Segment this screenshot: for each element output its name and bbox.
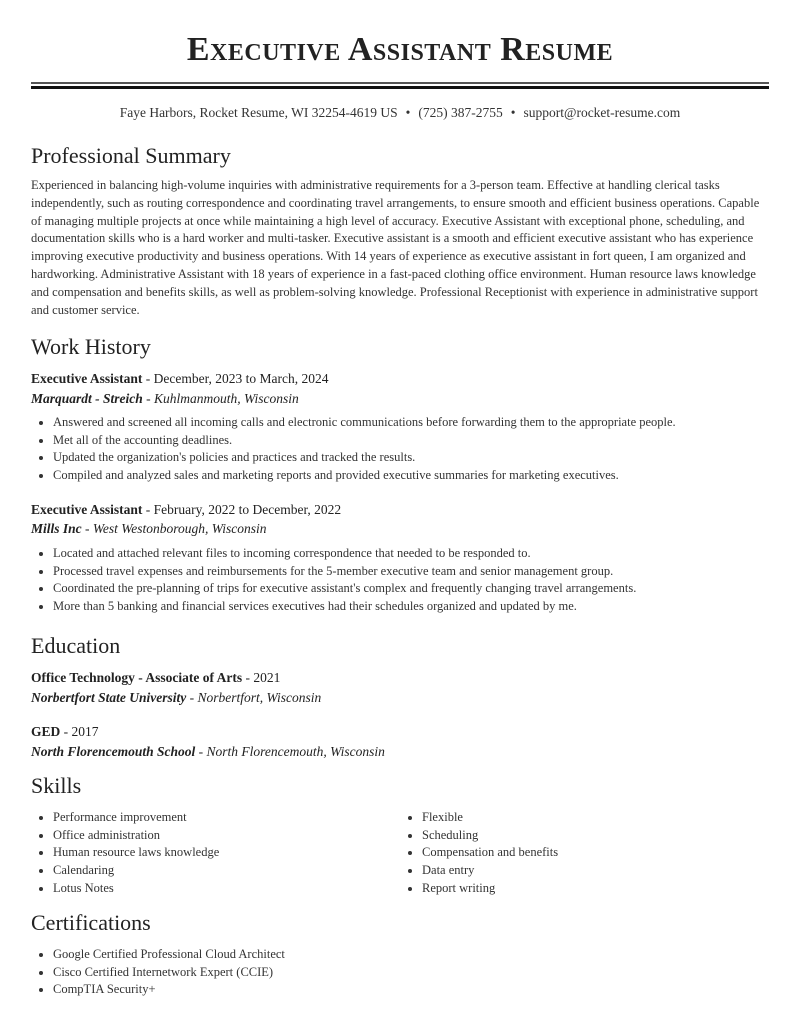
degree-line (31, 722, 769, 742)
job-company: Marquardt - Streich (31, 390, 143, 406)
job-company-line (31, 519, 769, 539)
section-heading-certifications: Certifications (31, 910, 151, 935)
list-item: • Processed travel expenses and reimbursements for the 5-member executive team and senior management group. (53, 563, 769, 581)
job-dates: - February, 2022 to December, 2022 (142, 501, 342, 517)
list-item: • CompTIA Security+ (53, 981, 769, 999)
job-title: Executive Assistant (31, 501, 143, 517)
skills-columns (31, 809, 769, 898)
list-item: • Flexible (422, 809, 769, 827)
degree-year: - 2021 (242, 670, 281, 685)
school-name: North Florencemouth School (31, 743, 196, 759)
resume-page (0, 0, 800, 121)
contact-line (31, 105, 769, 121)
list-item: • Office administration (53, 827, 400, 845)
school-location: - Norbertfort, Wisconsin (186, 689, 322, 705)
list-item: • Met all of the accounting deadlines. (53, 432, 769, 450)
job-title: Executive Assistant (31, 371, 143, 386)
list-item: • Google Certified Professional Cloud Architect (53, 946, 769, 964)
degree-line (31, 668, 769, 688)
section-heading-skills: Skills (31, 773, 82, 798)
list-item: • Data entry (422, 862, 769, 880)
bullet-separator: • (510, 105, 516, 120)
bullet-separator: • (405, 105, 411, 120)
list-item: • Compensation and benefits (422, 844, 769, 862)
skills-list-right (400, 809, 769, 898)
list-item: • Performance improvement (53, 809, 400, 827)
job-dates: - December, 2023 to March, 2024 (142, 371, 329, 386)
list-item: • Coordinated the pre-planning of trips for executive assistant's complex and frequently changing travel arrangements. (53, 580, 769, 598)
contact-address: Faye Harbors, Rocket Resume, WI 32254-4619 US (119, 105, 398, 120)
list-item: • Answered and screened all incoming calls and electronic communications before forwarding them to the appropriate people. (53, 414, 769, 432)
contact-email: support@rocket-resume.com (523, 105, 681, 120)
school-line (31, 742, 769, 762)
school-line (31, 688, 769, 708)
skills-section (31, 773, 769, 898)
certifications-section (31, 910, 769, 999)
education-entry (31, 668, 769, 707)
job-bullets (31, 414, 769, 485)
degree-year: - 2017 (60, 724, 99, 739)
education-entry (31, 722, 769, 761)
work-history-section (31, 334, 769, 616)
skills-list-left (31, 809, 400, 898)
contact-phone: (725) 387-2755 (418, 105, 503, 120)
list-item: • Cisco Certified Internetwork Expert (CCIE) (53, 964, 769, 982)
section-heading-education: Education (31, 633, 121, 658)
job-location: - West Westonborough, Wisconsin (81, 521, 267, 537)
list-item: • Compiled and analyzed sales and marketing reports and provided executive summaries for marketing executives. (53, 467, 769, 485)
summary-text: Experienced in balancing high-volume inquiries with administrative requirements for a 3-person team. Effective at handling clerical tasks independently, such as routing correspondence and coordinating travel arrangements, to ensure smooth and efficient business operations. Capable of managing multiple projects at once while maintaining a high level of accuracy. Executive Assistant with exceptional phone, scheduling, and documentation skills who is a hard worker and multi-tasker. Executive assistant is a smooth and efficient executive assistant who has experience improving executive productivity and business operations. With 14 years of experience as executive assistant in fort queen, I am organized and hardworking. Administrative Assistant with 18 years of experience in a fast-paced clothing office environment. Human resource laws knowledge and compensation and benefits skills, as well as problem-solving knowledge. Professional Receptionist with experience in administrative support and customer service. (31, 178, 760, 317)
list-item: • Report writing (422, 880, 769, 898)
list-item: • More than 5 banking and financial services executives had their schedules organized and updated by me. (53, 598, 769, 616)
school-location: - North Florencemouth, Wisconsin (195, 743, 385, 759)
list-item: • Scheduling (422, 827, 769, 845)
resume-title: Executive Assistant Resume (186, 31, 614, 68)
degree: Office Technology - Associate of Arts (31, 670, 243, 685)
job-bullets (31, 545, 769, 616)
job-title-line (31, 500, 769, 520)
list-item: • Located and attached relevant files to incoming correspondence that needed to be responded to. (53, 545, 769, 563)
professional-summary-section (31, 143, 769, 319)
job-entry (31, 369, 769, 485)
job-company-line (31, 389, 769, 409)
education-section (31, 633, 769, 761)
school-name: Norbertfort State University (31, 689, 187, 705)
degree: GED (31, 724, 61, 739)
job-entry (31, 500, 769, 616)
list-item: • Updated the organization's policies and practices and tracked the results. (53, 449, 769, 467)
job-location: - Kuhlmanmouth, Wisconsin (142, 390, 299, 406)
header-divider-thin (31, 82, 769, 84)
list-item: • Lotus Notes (53, 880, 400, 898)
header-divider-thick (31, 86, 769, 89)
certifications-list (31, 946, 769, 999)
section-heading-summary: Professional Summary (31, 143, 231, 168)
list-item: • Calendaring (53, 862, 400, 880)
job-company: Mills Inc (31, 521, 82, 537)
job-title-line (31, 369, 769, 389)
list-item: • Human resource laws knowledge (53, 844, 400, 862)
section-heading-work: Work History (31, 334, 151, 359)
